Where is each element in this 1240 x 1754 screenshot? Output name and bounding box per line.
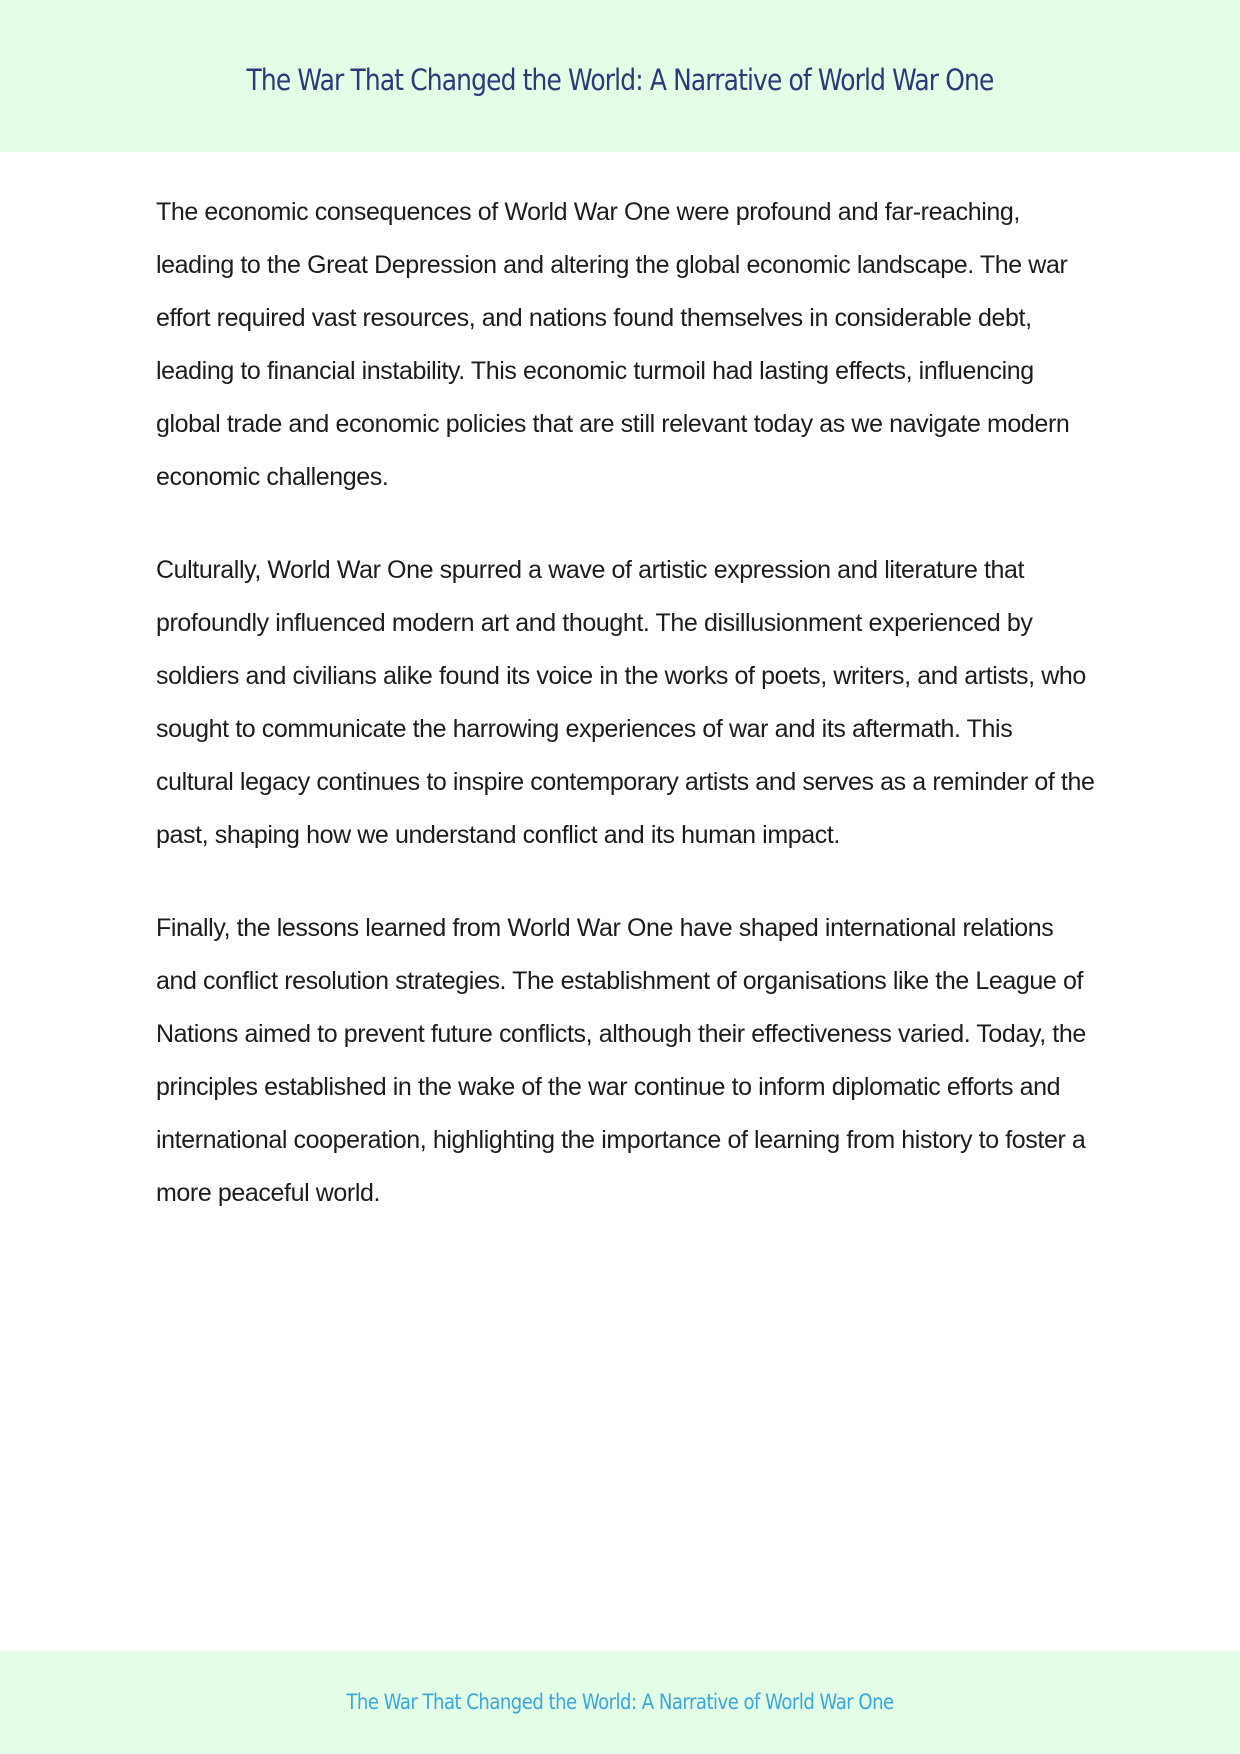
- document-body: [156, 186, 1096, 1260]
- page-footer: [0, 1651, 1240, 1754]
- paragraph-lessons: Finally, the lessons learned from World War One have shaped international relations and conflict resolution strategies. The establishment of organisations like the League of Nations aimed to prevent future conflicts, although their effectiveness varied. Today, the principles established in the wake of the war continue to inform diplomatic efforts and international cooperation, highlighting the importance of learning from history to foster a more peaceful world.: [156, 914, 1086, 1207]
- footer-title: The War That Changed the World: A Narrative of World War One: [346, 1690, 894, 1714]
- page-title: The War That Changed the World: A Narrative of World War One: [246, 63, 994, 97]
- page-header: [0, 0, 1240, 152]
- paragraph-cultural: Culturally, World War One spurred a wave of artistic expression and literature that profoundly influenced modern art and thought. The disillusionment experienced by soldiers and civilians alike found its voice in the works of poets, writers, and artists, who sought to communicate the harrowing experiences of war and its aftermath. This cultural legacy continues to inspire contemporary artists and serves as a reminder of the past, shaping how we understand conflict and its human impact.: [156, 556, 1095, 849]
- paragraph-economic: The economic consequences of World War One were profound and far-reaching, leading to the Great Depression and altering the global economic landscape. The war effort required vast resources, and nations found themselves in considerable debt, leading to financial instability. This economic turmoil had lasting effects, influencing global trade and economic policies that are still relevant today as we navigate modern economic challenges.: [156, 198, 1070, 491]
